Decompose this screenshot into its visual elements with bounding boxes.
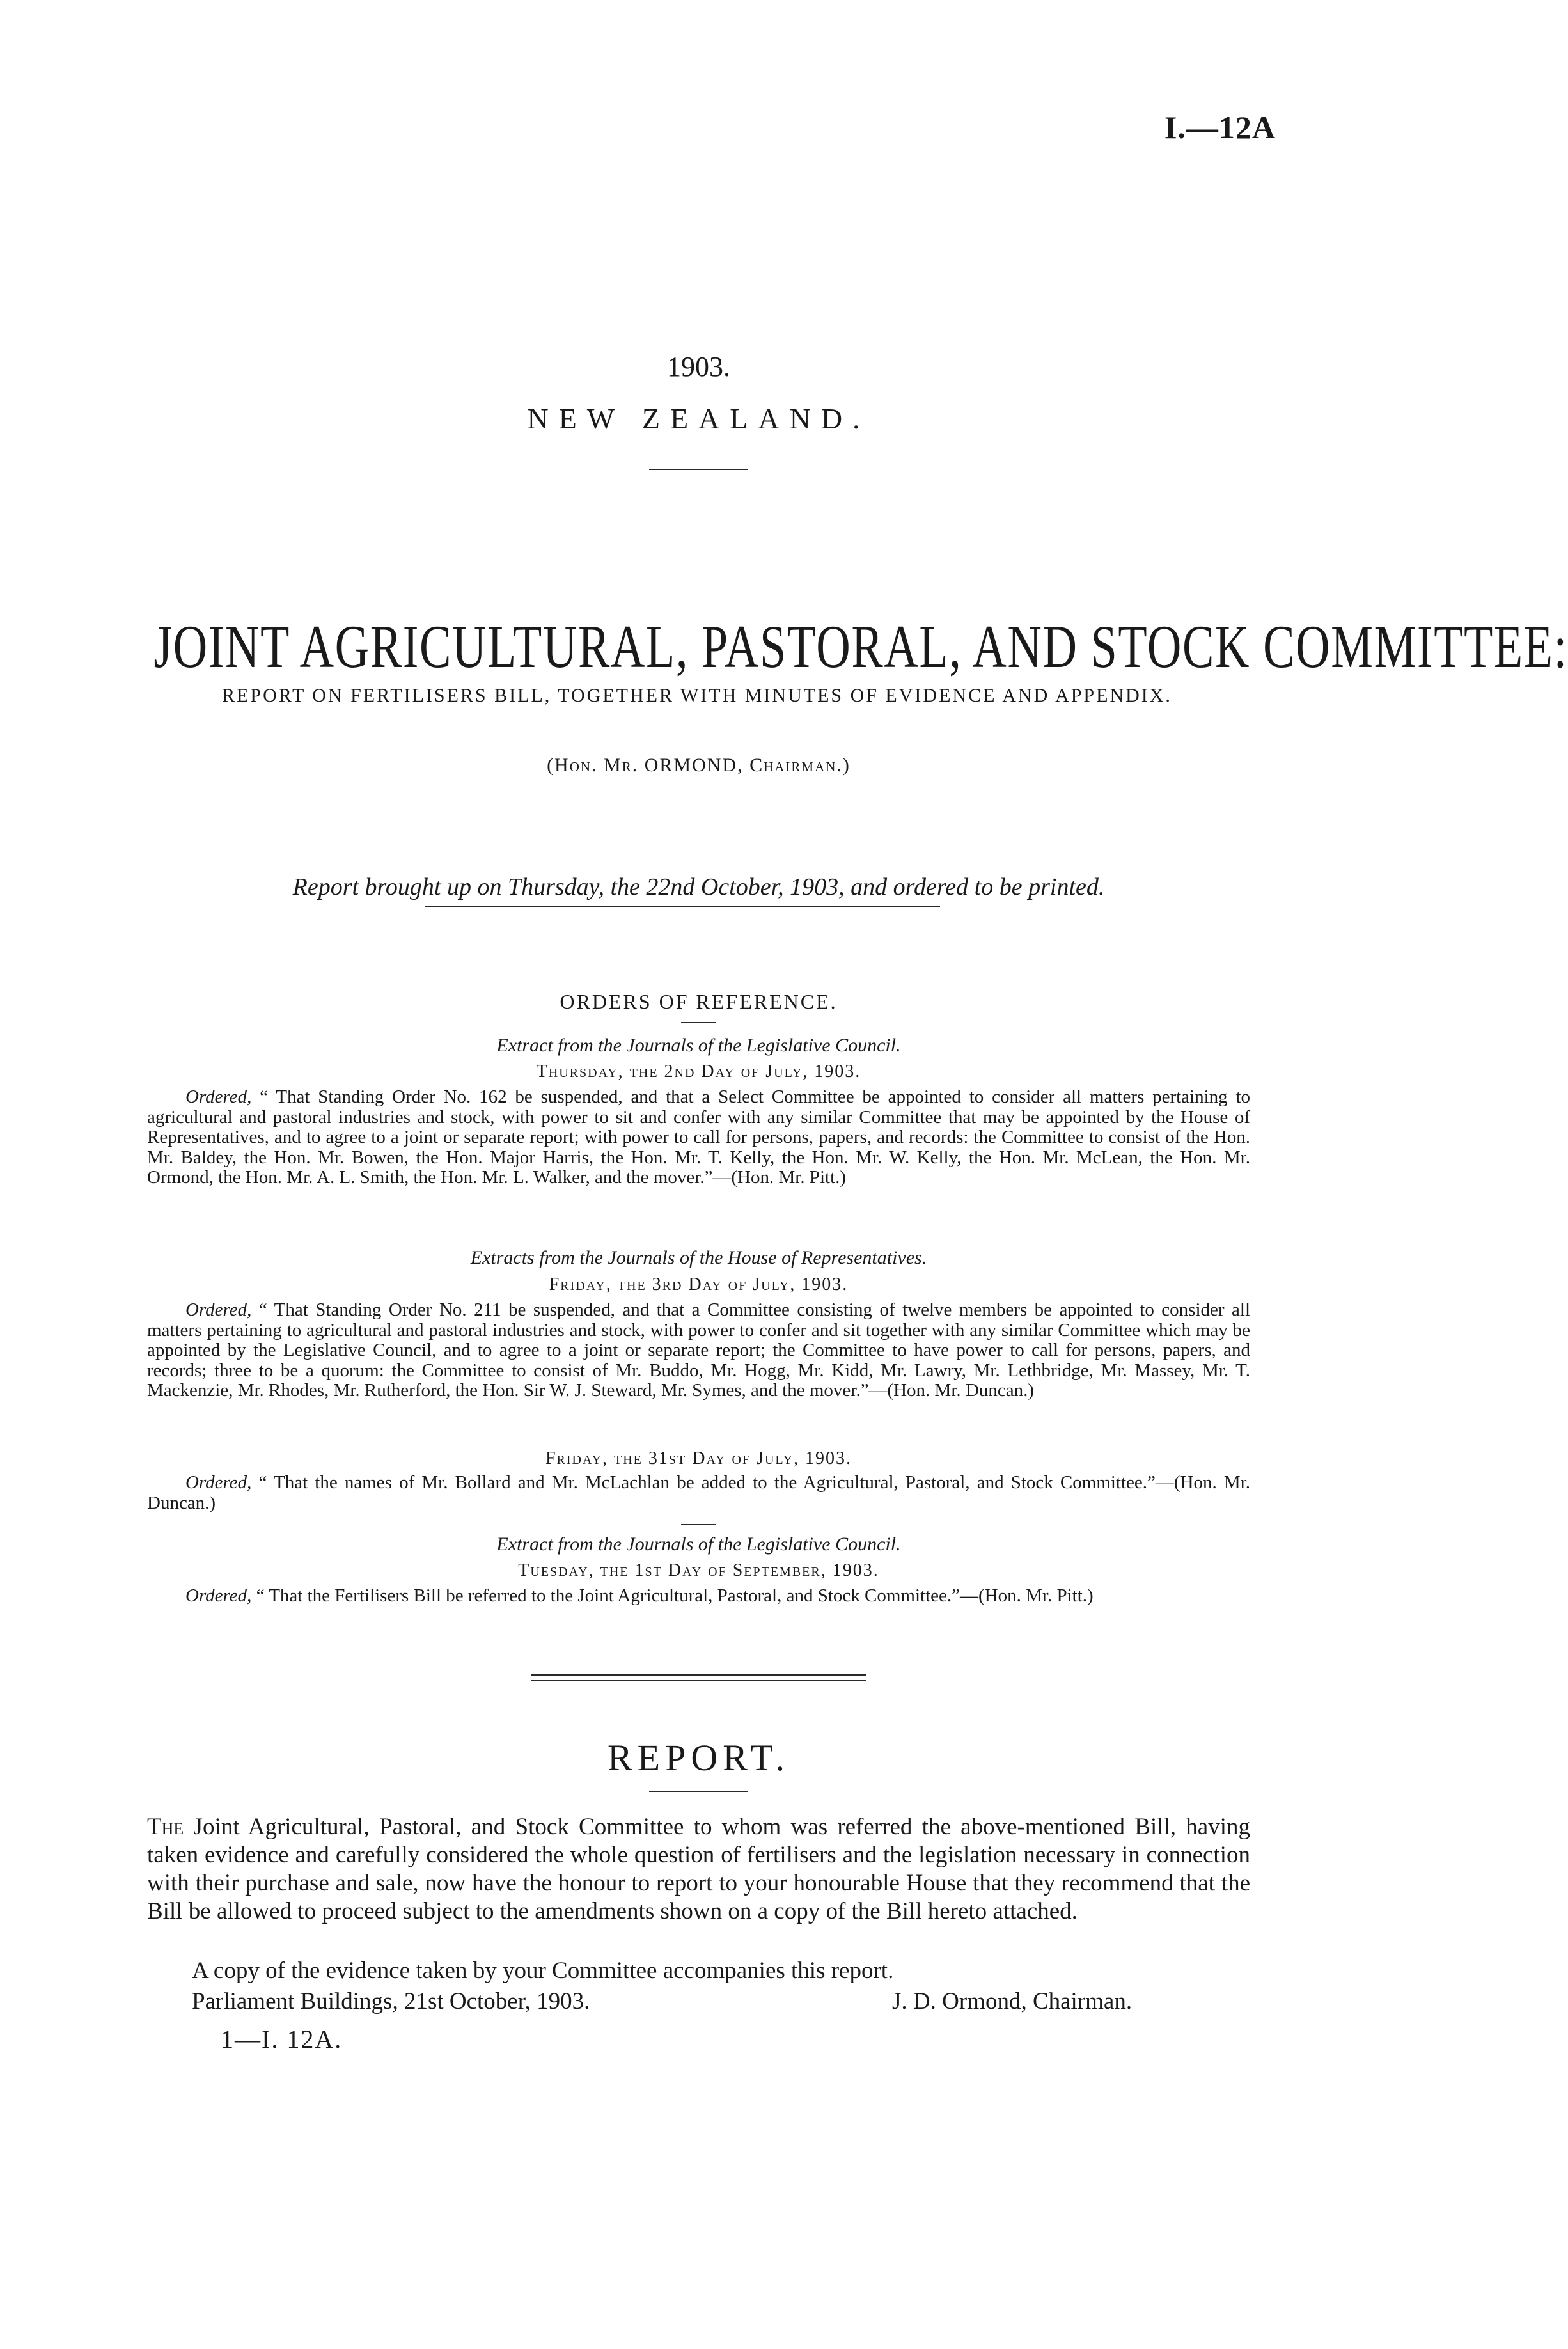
sheet-mark: 1—I. 12A. [221, 2025, 343, 2054]
report-brought-bottom-rule [425, 906, 940, 907]
ordered-label: Ordered, [185, 1300, 252, 1320]
section-double-rule-top [531, 1674, 866, 1676]
order-text: “ That Standing Order No. 162 be suspended, and that a Select Committee be appointed to consider all matters pertaining to agricultural and pastoral industries and stock, with power to sit and confer with any similar Committee that may be appointed by the House of Representatives, and to agree to a joint or separate report; with power to call for persons, papers, and records: the Committee to consist of the Hon. Mr. Baldey, the Hon. Mr. Bowen, the Hon. Major Harris, the Hon. Mr. T. Kelly, the Hon. Mr. W. Kelly, the Hon. Mr. McLean, the Hon. Mr. Ormond, the Hon. Mr. A. L. Smith, the Hon. Mr. L. Walker, and the mover.”—(Hon. Mr. Pitt.) [147, 1087, 1251, 1188]
report-lead-word: The [147, 1814, 184, 1840]
chairman-signature: J. D. Ormond, Chairman. [892, 1988, 1133, 2015]
extract-2-date: Friday, the 3rd Day of July, 1903. [549, 1275, 849, 1294]
report-divider [649, 1791, 748, 1792]
extract-2-date-2: Friday, the 31st Day of July, 1903. [545, 1449, 852, 1468]
ordered-label: Ordered, [185, 1585, 252, 1606]
subtitle: REPORT ON FERTILISERS BILL, TOGETHER WITH MINUTES OF EVIDENCE AND APPENDIX. [222, 685, 1172, 706]
extract-2-order [147, 1300, 1250, 1401]
extract-3-order [147, 1586, 1250, 1607]
section-double-rule-bottom [531, 1680, 866, 1681]
ordered-label: Ordered, [185, 1087, 252, 1107]
order-text: “ That the Fertilisers Bill be referred to the Joint Agricultural, Pastoral, and Stock Committee.”—(Hon. Mr. Pitt.) [256, 1585, 1094, 1606]
report-brought-line: Report brought up on Thursday, the 22nd October, 1903, and ordered to be printed. [292, 874, 1105, 900]
extract-3-date: Tuesday, the 1st Day of September, 1903. [518, 1560, 879, 1580]
ordered-label: Ordered, [185, 1472, 252, 1493]
extract-divider [681, 1524, 716, 1525]
page-identifier: I.—12A [1164, 109, 1276, 145]
country-heading: NEW ZEALAND. [527, 402, 870, 435]
order-text: “ That Standing Order No. 211 be suspended, and that a Committee consisting of twelve members be appointed to consider all matters pertaining to agricultural and pastoral industries and stock, with power to confer and sit together with any similar Committee which may be appointed by the Legislative Council, and to agree to a joint or separate report; the Committee to have power to call for persons, papers, and records; three to be a quorum: the Committee to consist of Mr. Buddo, Mr. Hogg, Mr. Kidd, Mr. Lawry, Mr. Lethbridge, Mr. Massey, Mr. T. Mackenzie, Mr. Rhodes, Mr. Rutherford, the Hon. Sir W. J. Steward, Mr. Symes, and the mover.”—(Hon. Mr. Duncan.) [147, 1300, 1251, 1401]
evidence-line: A copy of the evidence taken by your Committee accompanies this report. [192, 1958, 894, 1984]
extract-3-source: Extract from the Journals of the Legislative Council. [496, 1534, 901, 1555]
orders-divider [681, 1022, 716, 1023]
report-text: Joint Agricultural, Pastoral, and Stock Committee to whom was referred the above-mentioned Bill, having taken evidence and carefully considered the whole question of fertilisers and the legislation necessary in connection with their purchase and sale, now have the honour to report to your honourable House that they recommend that the Bill be allowed to proceed subject to the amendments shown on a copy of the Bill hereto attached. [147, 1814, 1251, 1924]
orders-heading: ORDERS OF REFERENCE. [560, 990, 838, 1013]
chairman-line: (Hon. Mr. ORMOND, Chairman.) [547, 755, 851, 776]
document-year: 1903. [667, 351, 730, 382]
place-and-date: Parliament Buildings, 21st October, 1903. [192, 1988, 590, 2015]
extract-1-date: Thursday, the 2nd Day of July, 1903. [536, 1062, 861, 1081]
title-divider [649, 469, 748, 470]
main-title: JOINT AGRICULTURAL, PASTORAL, AND STOCK COMMITTEE: [153, 613, 1568, 680]
report-heading: REPORT. [607, 1737, 790, 1779]
extract-1-source: Extract from the Journals of the Legislative Council. [496, 1035, 901, 1056]
report-body [147, 1813, 1250, 1926]
extract-2-order-2 [147, 1473, 1250, 1513]
order-text: “ That the names of Mr. Bollard and Mr. McLachlan be added to the Agricultural, Pastoral, and Stock Committee.”—(Hon. Mr. Duncan.) [147, 1472, 1251, 1513]
extract-1-order [147, 1087, 1250, 1188]
extract-2-source: Extracts from the Journals of the House of Representatives. [470, 1247, 927, 1268]
